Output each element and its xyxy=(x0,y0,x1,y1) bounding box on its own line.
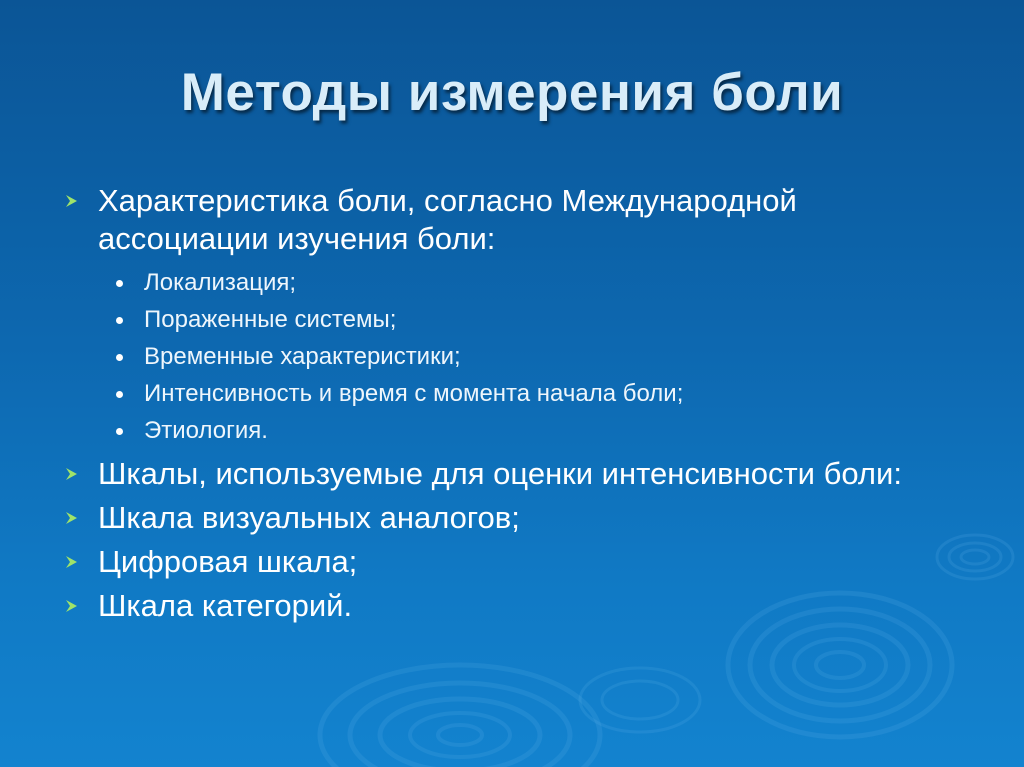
list-item xyxy=(64,587,964,625)
list-item-text: Характеристика боли, согласно Международной ассоциации изучения боли: xyxy=(98,183,797,256)
arrow-bullet-icon xyxy=(64,554,80,570)
sub-list-item-text: Локализация; xyxy=(144,269,297,296)
list-item xyxy=(64,499,964,537)
dot-bullet-icon xyxy=(116,354,123,361)
list-item xyxy=(64,543,964,581)
arrow-bullet-icon xyxy=(64,193,80,209)
arrow-bullet-icon xyxy=(64,466,80,482)
list-item-text: Шкала визуальных аналогов; xyxy=(98,500,520,535)
list-item-text: Шкалы, используемые для оценки интенсивности боли: xyxy=(98,456,902,491)
dot-bullet-icon xyxy=(116,280,123,287)
list-item xyxy=(64,182,964,258)
dot-bullet-icon xyxy=(116,428,123,435)
sub-list-item xyxy=(112,301,964,338)
slide-title: Методы измерения боли xyxy=(180,63,844,122)
list-item-text: Шкала категорий. xyxy=(98,588,353,623)
list-item-text: Цифровая шкала; xyxy=(98,544,358,579)
sub-list-item xyxy=(112,264,964,301)
list-item xyxy=(64,455,964,493)
sub-list-item-text: Пораженные системы; xyxy=(144,306,397,333)
sub-list xyxy=(112,264,964,449)
sub-list-item-text: Этиология. xyxy=(144,417,268,444)
sub-list-item xyxy=(112,338,964,375)
dot-bullet-icon xyxy=(116,317,123,324)
sub-list-item xyxy=(112,412,964,449)
bullet-list xyxy=(64,182,964,631)
arrow-bullet-icon xyxy=(64,510,80,526)
sub-list-item-text: Интенсивность и время с момента начала боли; xyxy=(144,380,684,407)
dot-bullet-icon xyxy=(116,391,123,398)
sub-list-item xyxy=(112,375,964,412)
sub-list-item-text: Временные характеристики; xyxy=(144,343,461,370)
arrow-bullet-icon xyxy=(64,598,80,614)
